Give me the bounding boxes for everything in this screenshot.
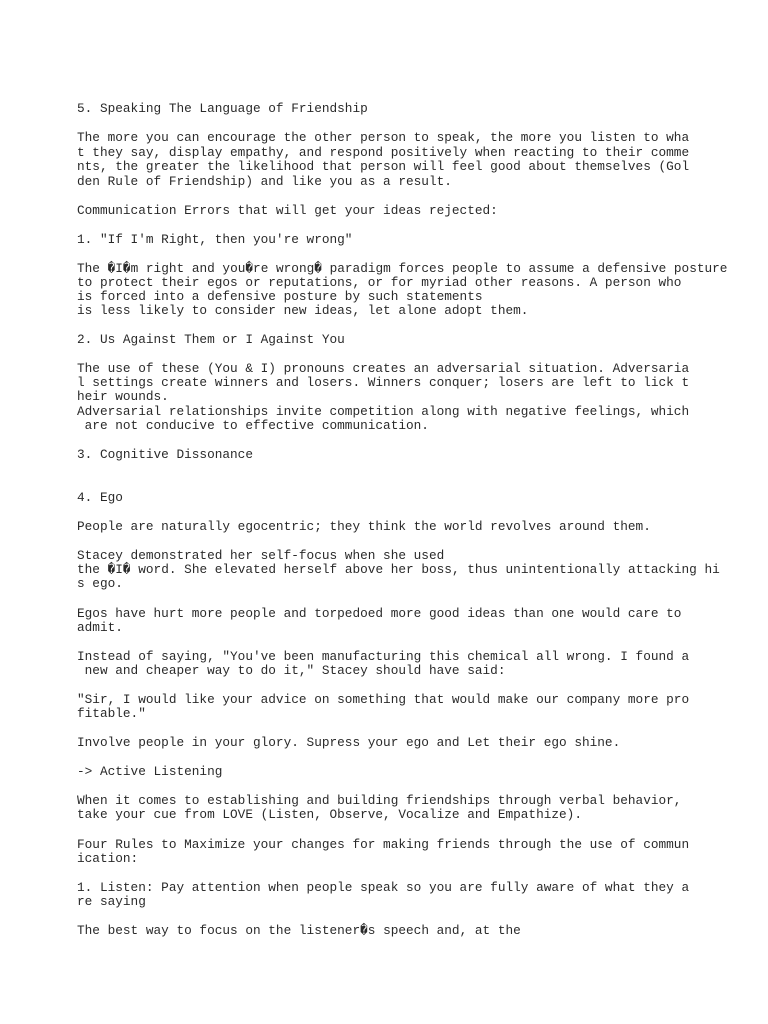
paragraph-line: Egos have hurt more people and torpedoed more good ideas than one would care to <box>77 606 682 621</box>
paragraph-line: to protect their egos or reputations, or for myriad other reasons. A person who <box>77 275 682 290</box>
paragraph-line: Stacey demonstrated her self-focus when she used <box>77 548 445 563</box>
paragraph-line: t they say, display empathy, and respond positively when reacting to their comme <box>77 145 690 160</box>
paragraph-line: den Rule of Friendship) and like you as a result. <box>77 174 452 189</box>
paragraph-line: When it comes to establishing and building friendships through verbal behavior, <box>77 793 682 808</box>
paragraph-line: is forced into a defensive posture by such statements <box>77 289 483 304</box>
paragraph-line: The �I�m right and you�re wrong� paradigm forces people to assume a defensive posture <box>77 261 728 276</box>
paragraph-line: 1. Listen: Pay attention when people speak so you are fully aware of what they a <box>77 880 690 895</box>
paragraph-line: admit. <box>77 620 123 635</box>
paragraph-line: s ego. <box>77 576 123 591</box>
paragraph-line: Instead of saying, "You've been manufacturing this chemical all wrong. I found a <box>77 649 690 664</box>
paragraph-line: heir wounds. <box>77 389 169 404</box>
paragraph-line: re saying <box>77 894 146 909</box>
paragraph-line: the �I� word. She elevated herself above her boss, thus unintentionally attacking hi <box>77 562 720 577</box>
section-heading: 2. Us Against Them or I Against You <box>77 332 345 347</box>
paragraph-line: take your cue from LOVE (Listen, Observe, Vocalize and Empathize). <box>77 807 582 822</box>
paragraph-line: Communication Errors that will get your ideas rejected: <box>77 203 498 218</box>
paragraph-line: nts, the greater the likelihood that person will feel good about themselves (Gol <box>77 159 690 174</box>
section-heading: 4. Ego <box>77 490 123 505</box>
paragraph-line: "Sir, I would like your advice on something that would make our company more pro <box>77 692 690 707</box>
section-heading: 3. Cognitive Dissonance <box>77 447 253 462</box>
paragraph-line: People are naturally egocentric; they think the world revolves around them. <box>77 519 651 534</box>
section-heading: -> Active Listening <box>77 764 223 779</box>
paragraph-line: are not conducive to effective communication. <box>77 418 429 433</box>
paragraph-line: The best way to focus on the listener�s speech and, at the <box>77 923 521 938</box>
paragraph-line: l settings create winners and losers. Winners conquer; losers are left to lick t <box>77 375 690 390</box>
section-heading: 5. Speaking The Language of Friendship <box>77 101 368 116</box>
paragraph-line: Involve people in your glory. Supress your ego and Let their ego shine. <box>77 735 621 750</box>
paragraph-line: fitable." <box>77 706 146 721</box>
paragraph-line: Adversarial relationships invite competition along with negative feelings, which <box>77 404 690 419</box>
paragraph-line: Four Rules to Maximize your changes for making friends through the use of commun <box>77 837 690 852</box>
paragraph-line: is less likely to consider new ideas, let alone adopt them. <box>77 303 529 318</box>
paragraph-line: new and cheaper way to do it," Stacey should have said: <box>77 663 506 678</box>
paragraph-line: The use of these (You & I) pronouns creates an adversarial situation. Adversaria <box>77 361 690 376</box>
paragraph-line: ication: <box>77 851 139 866</box>
paragraph-line: The more you can encourage the other person to speak, the more you listen to wha <box>77 130 690 145</box>
section-heading: 1. "If I'm Right, then you're wrong" <box>77 232 353 247</box>
